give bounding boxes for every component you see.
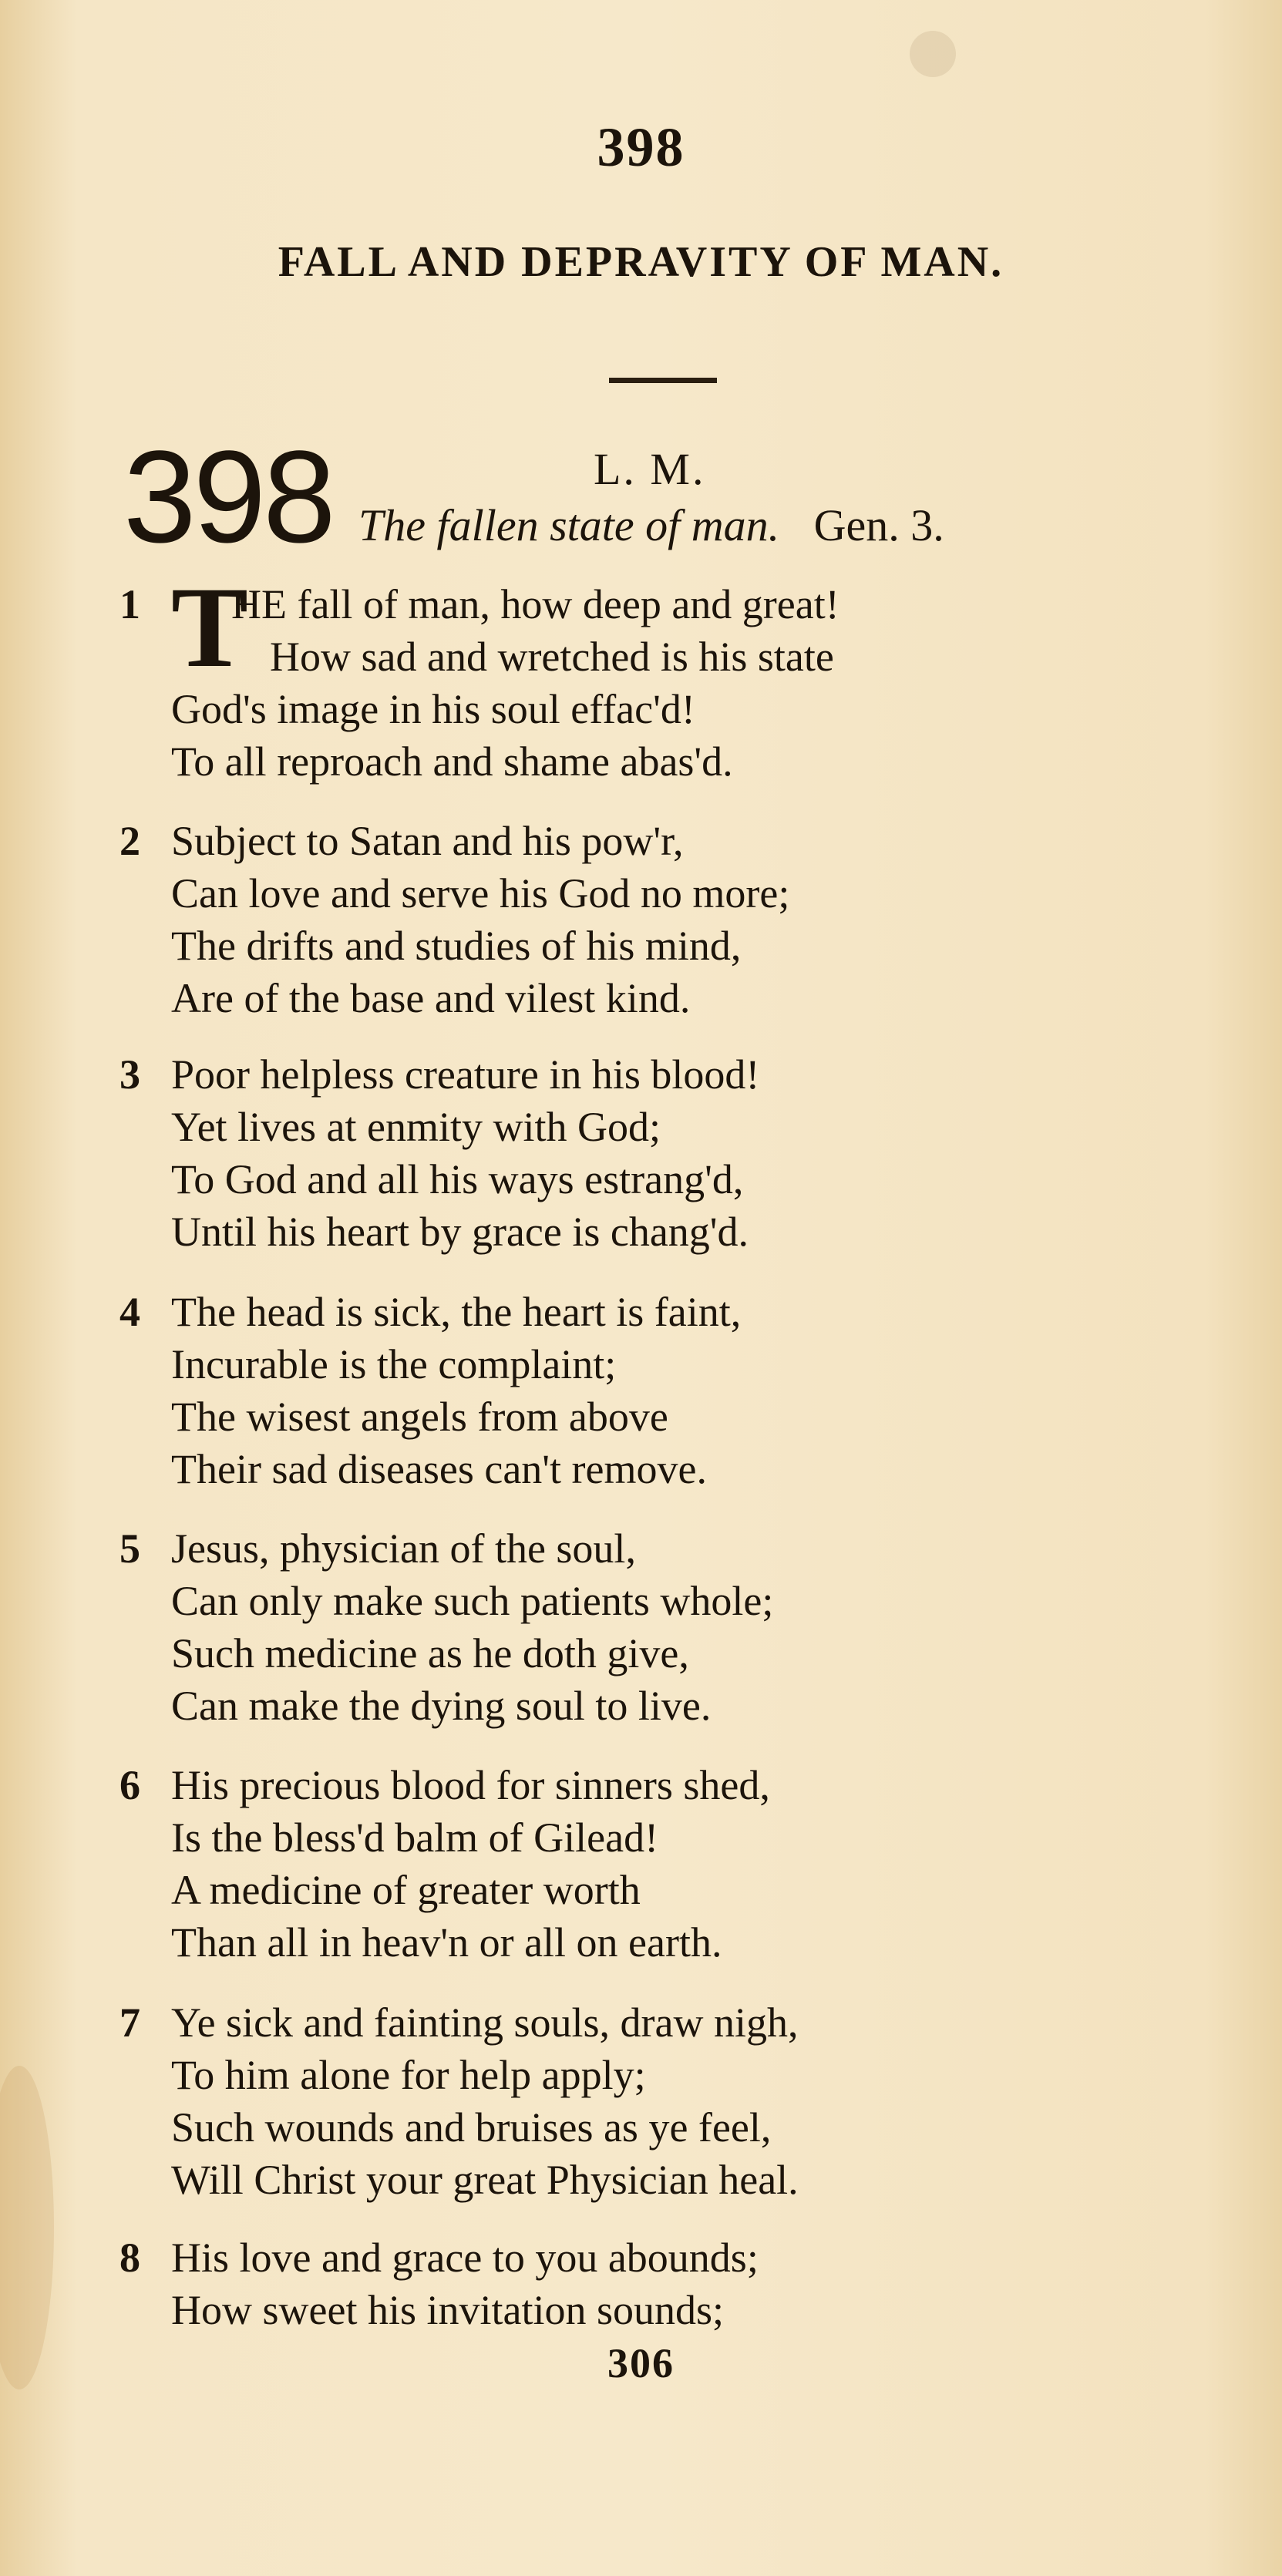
stanza-number: 2 [119, 818, 140, 864]
hymn-title [358, 499, 944, 551]
verse-line: Are of the base and vilest kind. [171, 975, 691, 1021]
verse-line: To God and all his ways estrang'd, [171, 1156, 744, 1202]
stanza-number: 7 [119, 1999, 140, 2046]
stanza-number: 3 [119, 1051, 140, 1098]
hymn-meter: L. M. [594, 444, 706, 494]
hymn-number: 398 [123, 424, 333, 570]
verse-line: Can only make such patients whole; [171, 1578, 774, 1624]
verse-line: How sad and wretched is his state [270, 634, 834, 680]
verse-line: Subject to Satan and his pow'r, [171, 818, 684, 864]
verse-line: Yet lives at enmity with God; [171, 1104, 661, 1150]
divider-rule [609, 378, 717, 383]
verse-line: Ye sick and fainting souls, draw nigh, [171, 1999, 799, 2046]
verse-line: The wisest angels from above [171, 1394, 668, 1440]
verse-line: Such medicine as he doth give, [171, 1630, 689, 1676]
verse-line: The drifts and studies of his mind, [171, 923, 742, 969]
verse-line: Can love and serve his God no more; [171, 870, 790, 916]
verse-line: His love and grace to you abounds; [171, 2235, 759, 2281]
verse-line: Such wounds and bruises as ye feel, [171, 2104, 772, 2151]
scripture-reference: Gen. 3. [813, 500, 944, 550]
page-number-bottom: 306 [607, 2340, 675, 2386]
verse-line: Than all in heav'n or all on earth. [171, 1919, 722, 1966]
verse-line: A medicine of greater worth [171, 1867, 641, 1913]
page-number-top: 398 [597, 116, 685, 178]
verse-line: Jesus, physician of the soul, [171, 1525, 636, 1572]
verse-line: His precious blood for sinners shed, [171, 1762, 770, 1808]
verse-line: The head is sick, the heart is faint, [171, 1289, 742, 1335]
drop-cap: T [171, 563, 249, 691]
stanza-number: 5 [119, 1525, 140, 1572]
stanza-number: 6 [119, 1762, 140, 1808]
verse-line: Is the bless'd balm of Gilead! [171, 1814, 659, 1861]
verse-line: God's image in his soul effac'd! [171, 686, 695, 732]
section-title: FALL AND DEPRAVITY OF MAN. [278, 238, 1004, 286]
verse-line: Incurable is the complaint; [171, 1341, 617, 1387]
stanza-number: 8 [119, 2235, 140, 2281]
hymn-title-text: The fallen state of man. [358, 500, 780, 550]
verse-line: To him alone for help apply; [171, 2052, 646, 2098]
verse-line: HE fall of man, how deep and great! [231, 581, 840, 627]
stanza-number: 4 [119, 1289, 140, 1335]
verse-line: Poor helpless creature in his blood! [171, 1051, 760, 1098]
ink-blot [910, 31, 956, 77]
verse-line: Until his heart by grace is chang'd. [171, 1209, 749, 1255]
verse-line: Their sad diseases can't remove. [171, 1446, 707, 1492]
verse-line: How sweet his invitation sounds; [171, 2287, 724, 2333]
stanza-number: 1 [119, 581, 140, 627]
verse-line: Will Christ your great Physician heal. [171, 2157, 799, 2203]
verse-line: To all reproach and shame abas'd. [171, 738, 733, 785]
verse-line: Can make the dying soul to live. [171, 1683, 712, 1729]
